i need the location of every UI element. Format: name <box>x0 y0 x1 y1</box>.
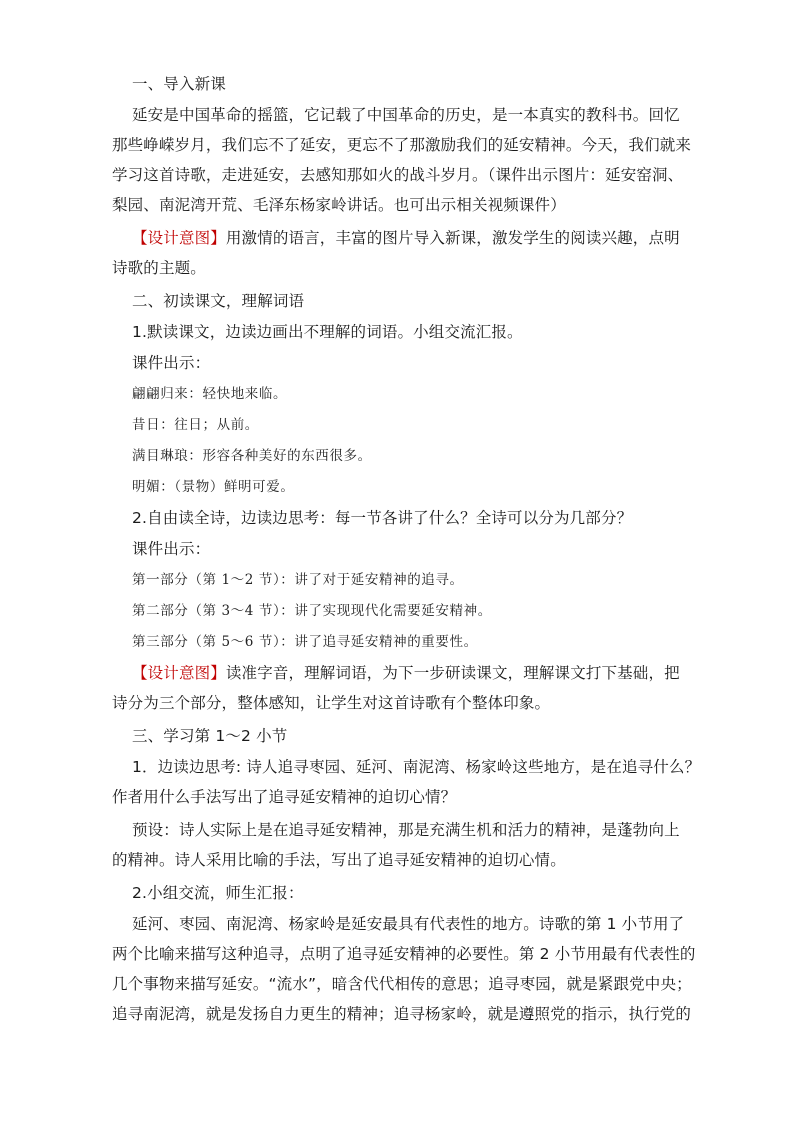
part-item: 第三部分（第 5～6 节）：讲了追寻延安精神的重要性。 <box>132 634 478 650</box>
report-paragraph <box>112 913 696 1025</box>
document-body <box>112 73 701 1036</box>
part-item: 第一部分（第 1～2 节）：讲了对于延安精神的追寻。 <box>132 572 464 588</box>
section-heading-1: 一、导入新课 <box>132 75 226 93</box>
preset-paragraph <box>112 819 692 871</box>
courseware-label: 课件出示： <box>132 354 211 372</box>
design-intent-tag: 【设计意图】 <box>132 664 226 682</box>
paragraph-line: 1．边读边思考: 诗人追寻枣园、延河、南泥湾、杨家岭这些地方，是在追寻什么？ <box>132 758 701 776</box>
paragraph-line: 延河、枣园、南泥湾、杨家岭是延安最具有代表性的地方。诗歌的第 1 小节用了 <box>132 915 685 933</box>
paragraph-line: 延安是中国革命的摇篮，它记载了中国革命的历史，是一本真实的教科书。回忆 <box>132 106 680 124</box>
paragraph-line <box>112 662 692 684</box>
paragraph-line: 两个比喻来描写这种追寻，点明了追寻延安精神的必要性。第 2 小节用最有代表性的 <box>112 945 696 963</box>
paragraph-line: 诗分为三个部分，整体感知，让学生对这首诗歌有个整体印象。 <box>112 694 551 712</box>
vocab-item: 明媚：（景物）鲜明可爱。 <box>132 479 295 495</box>
design-intent-tag: 【设计意图】 <box>132 229 226 247</box>
design-intent-1 <box>112 227 692 279</box>
courseware-label: 课件出示： <box>132 540 211 558</box>
vocab-item: 满目琳琅：形容各种美好的东西很多。 <box>132 448 372 464</box>
part-item: 第二部分（第 3～4 节）：讲了实现现代化需要延安精神。 <box>132 603 492 619</box>
design-intent-text: 读准字音，理解词语，为下一步研读课文，理解课文打下基础，把 <box>225 664 680 682</box>
paragraph-line: 学习这首诗歌，走进延安，去感知那如火的战斗岁月。（课件出示图片：延安窑洞、 <box>112 166 684 184</box>
design-intent-text: 用激情的语言，丰富的图片导入新课，激发学生的阅读兴趣，点明 <box>225 229 680 247</box>
vocab-item: 翩翩归来：轻快地来临。 <box>132 386 288 402</box>
paragraph-line: 几个事物来描写延安。“流水”，暗含代代相传的意思；追寻枣园，就是紧跟党中央； <box>112 975 692 993</box>
intro-paragraph <box>112 104 692 216</box>
task-item: 2.自由读全诗，边读边思考：每一节各讲了什么？全诗可以分为几部分？ <box>132 509 633 527</box>
task-item: 2.小组交流，师生汇报： <box>132 884 304 902</box>
design-intent-2 <box>112 662 692 714</box>
section-heading-2: 二、初读课文，理解词语 <box>132 292 305 310</box>
paragraph-line: 追寻南泥湾，就是发扬自力更生的精神；追寻杨家岭，就是遵照党的指示，执行党的 <box>112 1005 692 1023</box>
section-heading-3: 三、学习第 1～2 小节 <box>132 727 288 745</box>
paragraph-line: 作者用什么手法写出了追寻延安精神的迫切心情？ <box>112 788 457 806</box>
question-paragraph <box>112 756 701 808</box>
paragraph-line: 预设：诗人实际上是在追寻延安精神，那是充满生机和活力的精神，是蓬勃向上 <box>132 821 680 839</box>
paragraph-line: 那些峥嵘岁月，我们忘不了延安，更忘不了那激励我们的延安精神。今天，我们就来 <box>112 136 692 154</box>
paragraph-line: 的精神。诗人采用比喻的手法，写出了追寻延安精神的迫切心情。 <box>112 851 566 869</box>
paragraph-line: 诗歌的主题。 <box>112 259 206 277</box>
paragraph-line: 梨园、南泥湾开荒、毛泽东杨家岭讲话。也可出示相关视频课件） <box>112 196 566 214</box>
paragraph-line <box>112 227 692 249</box>
task-item: 1.默读课文，边读边画出不理解的词语。小组交流汇报。 <box>132 323 523 341</box>
vocab-item: 昔日：往日；从前。 <box>132 417 259 433</box>
